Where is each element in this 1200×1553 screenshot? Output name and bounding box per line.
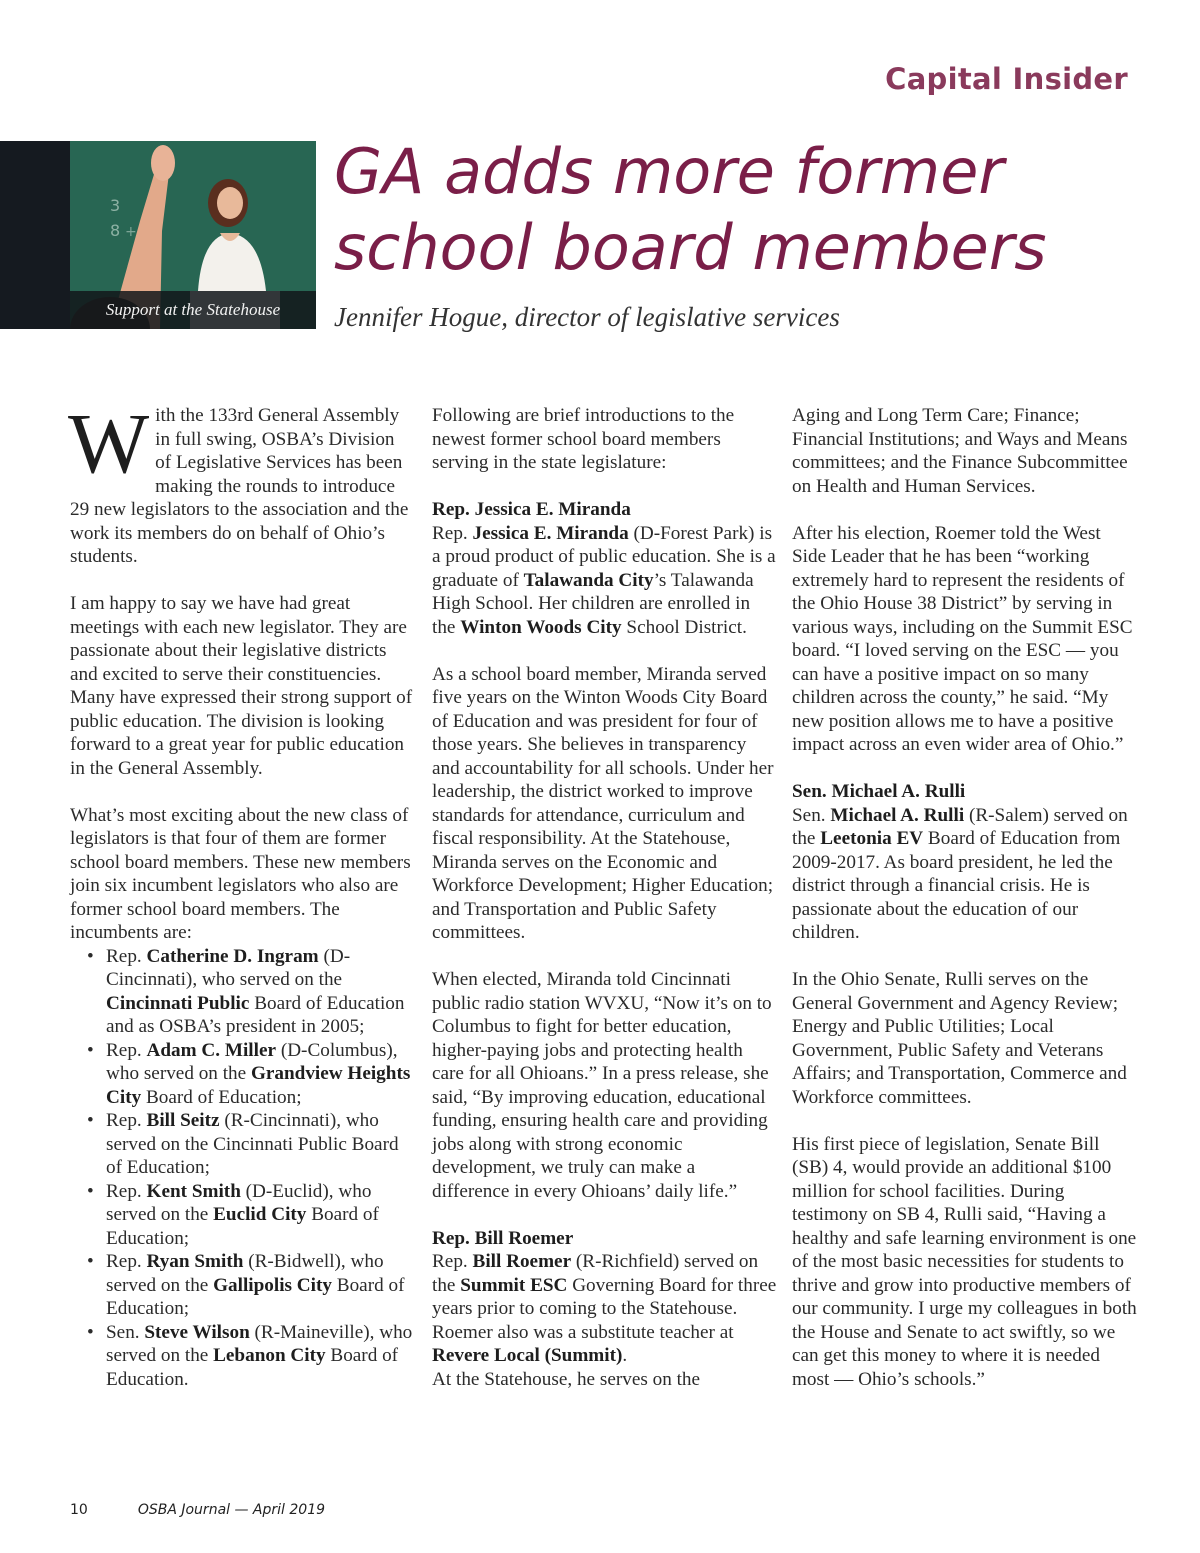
section-heading: Sen. Michael A. Rulli	[792, 781, 966, 802]
headline-line-2: school board members	[334, 211, 1047, 284]
district-name: Grandview Heights City	[106, 1063, 411, 1108]
legislator-name: Catherine D. Ingram	[146, 945, 319, 967]
district-name: Lebanon City	[213, 1345, 326, 1366]
svg-text:+: +	[125, 224, 137, 240]
page-number: 10	[70, 1502, 88, 1518]
list-item: • Rep. Kent Smith (D-Euclid), who served on the Euclid City Board of Education;	[106, 1180, 415, 1251]
legislator-name: Steve Wilson	[144, 1321, 250, 1343]
column-1	[68, 395, 415, 1391]
section-heading: Rep. Bill Roemer	[432, 1227, 574, 1249]
byline: Jennifer Hogue, director of legislative services	[334, 302, 840, 332]
photo-caption: Support at the Statehouse	[70, 291, 316, 329]
column-2	[432, 404, 777, 1391]
paragraph: As a school board member, Miranda served five years on the Winton Woods City Board of Education and was president for four of those years. She believes in transparency and accountability for all schools. Under her leadership, the district worked to improve standards for attendance, curriculum and fiscal responsibility. At the Statehouse, Miranda serves on the Economic and Workforce Development; Higher Education; and Transportation and Public Safety committees.	[432, 663, 774, 943]
district-name: Talawanda City	[523, 569, 654, 591]
list-item: • Rep. Ryan Smith (R-Bidwell), who served on the Gallipolis City Board of Education;	[106, 1250, 415, 1321]
paragraph-2: I am happy to say we have had great meetings with each new legislator. They are passionate about their legislative districts and excited to serve their constituencies. Many have expressed their strong support of public education. The division is looking forward to a great year for public education in the General Assembly.	[70, 593, 413, 779]
paragraph: Aging and Long Term Care; Finance; Financial Institutions; and Ways and Means committees; and the Finance Subcommittee on Health and Human Services.	[792, 405, 1128, 497]
legislator-name: Michael A. Rulli	[830, 804, 965, 826]
district-name: Euclid City	[213, 1204, 307, 1225]
list-item: • Rep. Bill Seitz (R-Cincinnati), who served on the Cincinnati Public Board of Education;	[106, 1109, 415, 1180]
paragraph: After his election, Roemer told the West Side Leader that he has been “working extremely hard to represent the residents of the Ohio House 38 District” by serving in various ways, including on the Summit ESC board. “I loved serving on the ESC — you can have a positive impact on so many children across the county,” he said. “My new position allows me to have a positive impact across an even wider area of Ohio.”	[792, 522, 1133, 755]
article-headline	[334, 134, 1174, 286]
paragraph-3: What’s most exciting about the new class of legislators is that four of them are former school board members. These new members join six incumbent legislators who also are former school board members. The incumbents are:	[70, 804, 411, 943]
header-dark-band	[0, 141, 70, 329]
header-photo	[70, 141, 316, 329]
legislator-name: Jessica E. Miranda	[472, 522, 629, 544]
paragraph: In the Ohio Senate, Rulli serves on the General Government and Agency Review; Energy and Public Utilities; Local Government, Public Safety and Veterans Affairs; and Transportation, Commerce and Workforce committees.	[792, 969, 1127, 1108]
svg-text:3: 3	[110, 196, 121, 215]
section-label: Capital Insider	[885, 62, 1128, 96]
district-name: Gallipolis City	[213, 1274, 332, 1296]
intro-paragraph: Following are brief introductions to the newest former school board members serving in the state legislature:	[432, 405, 735, 473]
headline-line-1: GA adds more former	[334, 135, 1004, 208]
legislator-name: Ryan Smith	[146, 1251, 244, 1272]
paragraph: His first piece of legislation, Senate Bill (SB) 4, would provide an additional $100 million for school facilities. During testimony on SB 4, Rulli said, “Having a healthy and safe learning environment is one of the most basic necessities for students to thrive and grow into productive members of our community. I urge my colleagues in both the House and Senate to act swiftly, so we can get this money to where it is needed most — Ohio’s schools.”	[792, 1133, 1137, 1390]
incumbents-list	[70, 945, 415, 1392]
svg-text:8: 8	[110, 221, 121, 240]
miranda-section: Rep. Jessica E. Miranda Rep. Jessica E. Miranda (D-Forest Park) is a proud product of public education. She is a graduate of Talawanda City’s Talawanda High School. Her children are enrolled in the Winton Woods City School District.	[432, 499, 776, 638]
district-name: Winton Woods City	[460, 616, 622, 638]
roemer-section: Rep. Bill Roemer Rep. Bill Roemer (R-Richfield) served on the Summit ESC Governing Board for three years prior to coming to the Statehouse. Roemer also was a substitute teacher at Revere Local (Summit). At the Statehouse, he serves on the	[432, 1227, 777, 1390]
district-name: Cincinnati Public	[106, 992, 250, 1014]
district-name: Summit ESC	[460, 1274, 568, 1296]
intro-paragraph	[68, 395, 415, 569]
legislator-name: Kent Smith	[146, 1180, 241, 1202]
page-footer	[70, 1502, 325, 1518]
drop-cap: W	[68, 395, 150, 491]
list-item: • Sen. Steve Wilson (R-Maineville), who served on the Lebanon City Board of Education.	[106, 1321, 415, 1392]
district-name: Leetonia EV	[820, 828, 924, 849]
intro-text: ith the 133rd General Assembly in full swing, OSBA’s Division of Legislative Services has been making the rounds to introduce 29 new legislators to the association and the work its members do on behalf of Ohio’s students.	[70, 405, 409, 567]
district-name: Revere Local (Summit)	[432, 1345, 623, 1366]
paragraph: When elected, Miranda told Cincinnati public radio station WVXU, “Now it’s on to Columbus to fight for better education, higher-paying jobs and protecting health care for all Ohioans.” In a press release, she said, “By improving education, educational funding, ensuring health care and providing jobs along with strong economic development, we truly can make a difference in every Ohioans’ daily life.”	[432, 969, 772, 1202]
list-item: • Rep. Catherine D. Ingram (D-Cincinnati), who served on the Cincinnati Public Board of Education and as OSBA’s president in 2005;	[106, 945, 415, 1039]
legislator-name: Bill Roemer	[472, 1251, 572, 1272]
legislator-name: Adam C. Miller	[146, 1039, 277, 1061]
list-item: • Rep. Adam C. Miller (D-Columbus), who served on the Grandview Heights City Board of Education;	[106, 1039, 415, 1110]
legislator-name: Bill Seitz	[146, 1110, 220, 1131]
journal-issue: OSBA Journal — April 2019	[137, 1502, 326, 1518]
column-3	[792, 404, 1137, 1391]
rulli-section: Sen. Michael A. Rulli Sen. Michael A. Rulli (R-Salem) served on the Leetonia EV Board of Education from 2009-2017. As board president, he led the district through a financial crisis. He is passionate about the education of our children.	[792, 781, 1128, 943]
section-heading: Rep. Jessica E. Miranda	[432, 499, 631, 520]
